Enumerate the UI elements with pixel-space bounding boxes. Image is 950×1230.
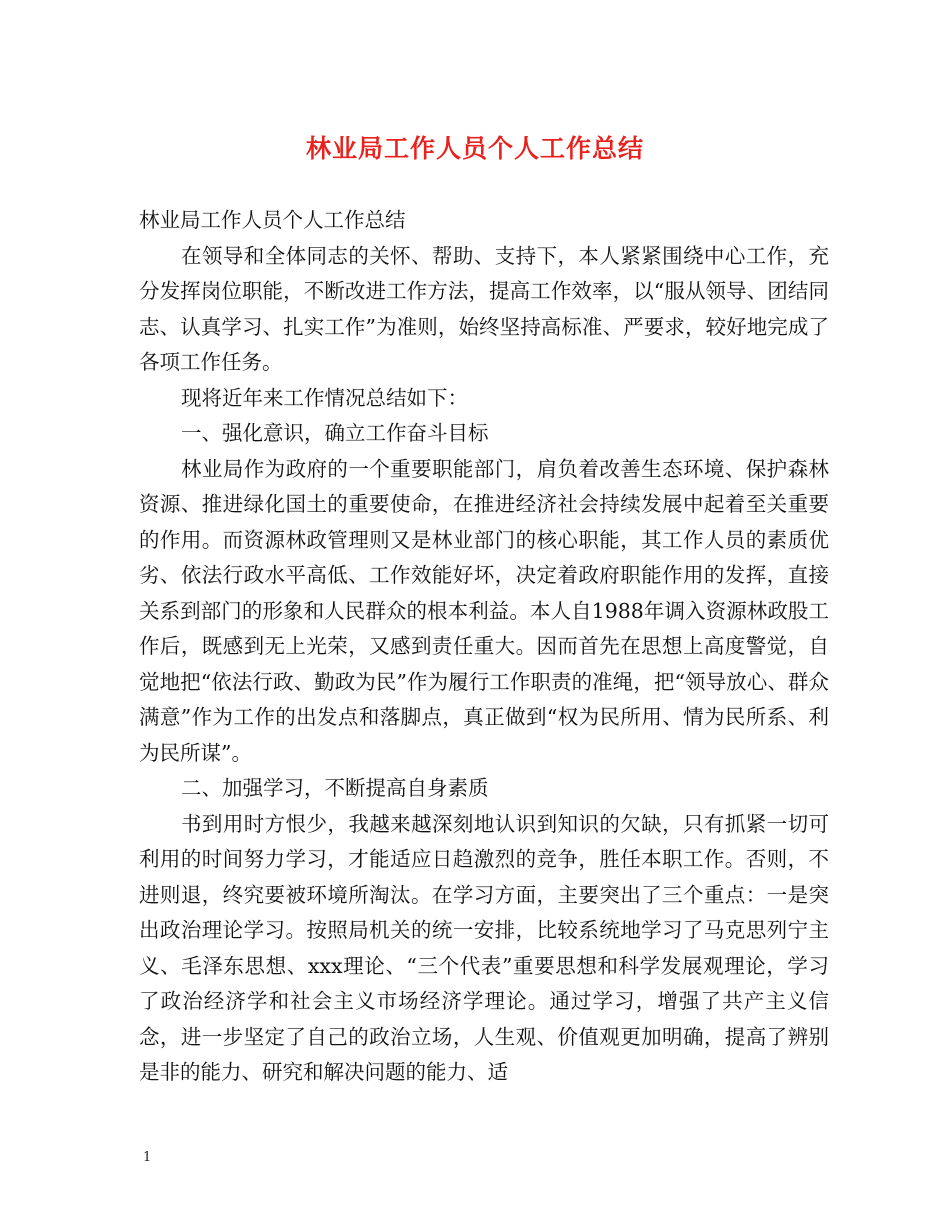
section-heading-1: 一、强化意识，确立工作奋斗目标 — [181, 421, 489, 445]
subtitle-paragraph: 林业局工作人员个人工作总结 — [139, 208, 406, 232]
section-heading-2: 二、加强学习，不断提高自身素质 — [181, 776, 489, 800]
section-2-paragraph: 书到用时方恨少，我越来越深刻地认识到知识的欠缺，只有抓紧一切可利用的时间努力学习，才能适应日趋激烈的竞争，胜任本职工作。否则，不进则退，终究要被环境所淘汰。在学习方面，主要突出了三个重点：一是突出政治理论学习。按照局机关的统一安排，比较系统地学习了马克思列宁主义、毛泽东思想、xxx理论、“三个代表”重要思想和科学发展观理论，学习了政治经济学和社会主义市场经济学理论。通过学习，增强了共产主义信念，进一步坚定了自己的政治立场，人生观、价值观更加明确，提高了辨别是非的能力、研究和解决问题的能力、适 — [139, 811, 829, 1084]
summary-lead-paragraph: 现将近年来工作情况总结如下： — [181, 385, 468, 410]
intro-paragraph: 在领导和全体同志的关怀、帮助、支持下，本人紧紧围绕中心工作，充分发挥岗位职能，不断改进工作方法，提高工作效率，以“服从领导、团结同志、认真学习、扎实工作”为准则，始终坚持高标准、严要求，较好地完成了各项工作任务。 — [139, 243, 829, 374]
section-1-paragraph: 林业局作为政府的一个重要职能部门，肩负着改善生态环境、保护森林资源、推进绿化国土的重要使命，在推进经济社会持续发展中起着至关重要的作用。而资源林政管理则又是林业部门的核心职能，其工作人员的素质优劣、依法行政水平高低、工作效能好坏，决定着政府职能作用的发挥，直接关系到部门的形象和人民群众的根本利益。本人自1988年调入资源林政股工作后，既感到无上光荣，又感到责任重大。因而首先在思想上高度警觉，自觉地把“依法行政、勤政为民”作为履行工作职责的准绳，把“领导放心、群众满意”作为工作的出发点和落脚点，真正做到“权为民所用、情为民所系、利为民所谋”。 — [139, 456, 829, 765]
document-title: 林业局工作人员个人工作总结 — [305, 134, 644, 163]
page-number: 1 — [143, 1150, 152, 1165]
document-body — [139, 203, 829, 1091]
